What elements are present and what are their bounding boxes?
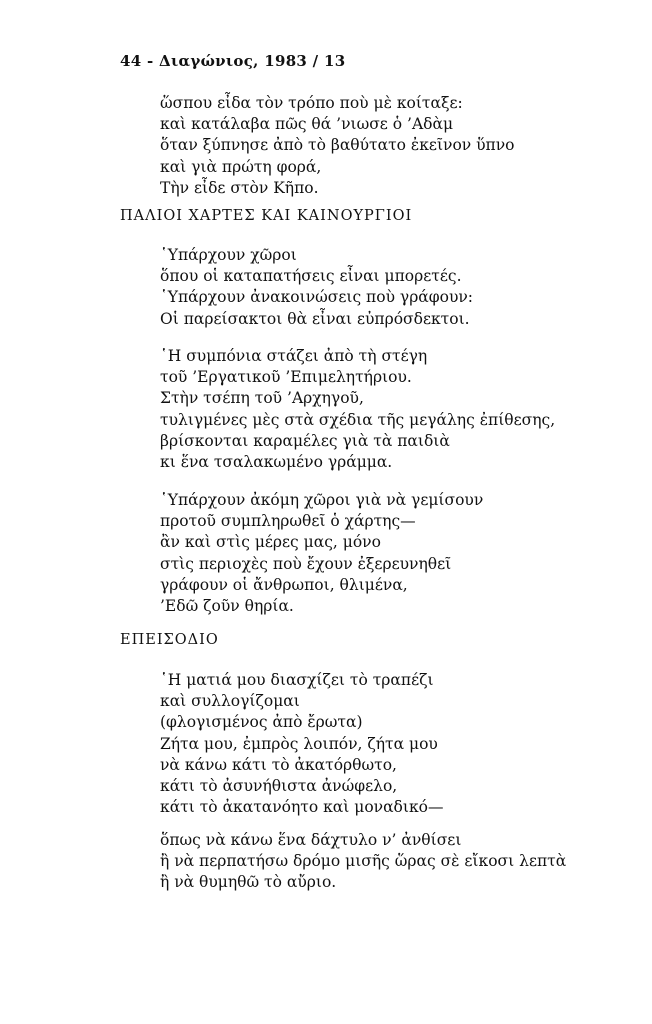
poem-line: νὰ κάνω κάτι τὸ ἀκατόρθωτο, <box>160 755 397 774</box>
poem-line: ὅταν ξύπνησε ἀπὸ τὸ βαθύτατο ἐκεῖνον ὕπνο <box>160 136 515 155</box>
poem-line: βρίσκονται καραμέλες γιὰ τὰ παιδιὰ <box>160 431 450 450</box>
poem-line: (φλογισμένος ἀπὸ ἔρωτα) <box>160 713 363 732</box>
poem-line: ἢ νὰ περπατήσω δρόμο μισῆς ὥρας σὲ εἴκοσι λεπτὰ <box>160 852 567 871</box>
poem-line: Οἱ παρείσακτοι θὰ εἶναι εὐπρόσδεκτοι. <box>160 309 470 328</box>
poem-line: ἢ νὰ θυμηθῶ τὸ αὔριο. <box>160 873 337 892</box>
poem-stanza <box>160 670 444 818</box>
poem-line: ῾Η συμπόνια στάζει ἀπὸ τὴ στέγη <box>160 347 428 365</box>
poem-stanza <box>160 245 473 330</box>
poem-line: προτοῦ συμπληρωθεῖ ὁ χάρτης— <box>160 512 416 531</box>
poem-line: στὶς περιοχὲς ποὺ ἔχουν ἐξερευνηθεῖ <box>160 554 452 573</box>
poem-line: κι ἕνα τσαλακωμένο γράμμα. <box>160 453 393 472</box>
poem-line: Τὴν εἶδε στὸν Κῆπο. <box>160 178 319 197</box>
poem-line: ὅπου οἱ καταπατήσεις εἶναι μπορετές. <box>160 267 462 286</box>
poem-stanza <box>160 830 566 894</box>
poem-continuation <box>160 93 515 199</box>
poem-stanza <box>160 346 555 473</box>
poem-line: Ζήτα μου, ἐμπρὸς λοιπόν, ζήτα μου <box>160 734 438 753</box>
poem-line: ἂν καὶ στὶς μέρες μας, μόνο <box>160 533 381 552</box>
poem-line: καὶ γιὰ πρώτη φορά, <box>160 157 322 176</box>
poem-line: ’Εδῶ ζοῦν θηρία. <box>160 597 294 616</box>
poem-line: ῾Υπάρχουν ἀκόμη χῶροι γιὰ νὰ γεμίσουν <box>160 491 484 509</box>
poem-line: ῾Υπάρχουν χῶροι <box>160 246 297 264</box>
poem-title: ΠΑΛΙΟΙ ΧΑΡΤΕΣ ΚΑΙ ΚΑΙΝΟΥΡΓΙΟΙ <box>120 208 413 224</box>
poem-stanza <box>160 490 483 617</box>
poem-line: καὶ συλλογίζομαι <box>160 692 300 711</box>
poem-line: τυλιγμένες μὲς στὰ σχέδια τῆς μεγάλης ἐπίθεσης, <box>160 410 556 429</box>
poem-line: ὥσπου εἶδα τὸν τρόπο ποὺ μὲ κοίταξε: <box>160 94 463 112</box>
poem-line: ῾Η ματιά μου διασχίζει τὸ τραπέζι <box>160 671 434 689</box>
poem-line: ὅπως νὰ κάνω ἕνα δάχτυλο ν’ ἀνθίσει <box>160 831 462 849</box>
poem-line: ῾Υπάρχουν ἀνακοινώσεις ποὺ γράφουν: <box>160 288 474 307</box>
poem-line: κάτι τὸ ἀσυνήθιστα ἀνώφελο, <box>160 777 398 796</box>
poem-title: ΕΠΕΙΣΟΔΙΟ <box>120 632 219 648</box>
poem-line: τοῦ ’Εργατικοῦ ’Επιμελητήριου. <box>160 368 412 387</box>
running-head: 44 - Διαγώνιος, 1983 / 13 <box>120 52 346 70</box>
poem-line: καὶ κατάλαβα πῶς θά ’νιωσε ὁ ’Αδὰμ <box>160 115 454 134</box>
poem-line: Στὴν τσέπη τοῦ ’Αρχηγοῦ, <box>160 389 364 408</box>
poem-line: κάτι τὸ ἀκατανόητο καὶ μοναδικό— <box>160 798 444 817</box>
poem-line: γράφουν οἱ ἄνθρωποι, θλιμένα, <box>160 575 408 594</box>
